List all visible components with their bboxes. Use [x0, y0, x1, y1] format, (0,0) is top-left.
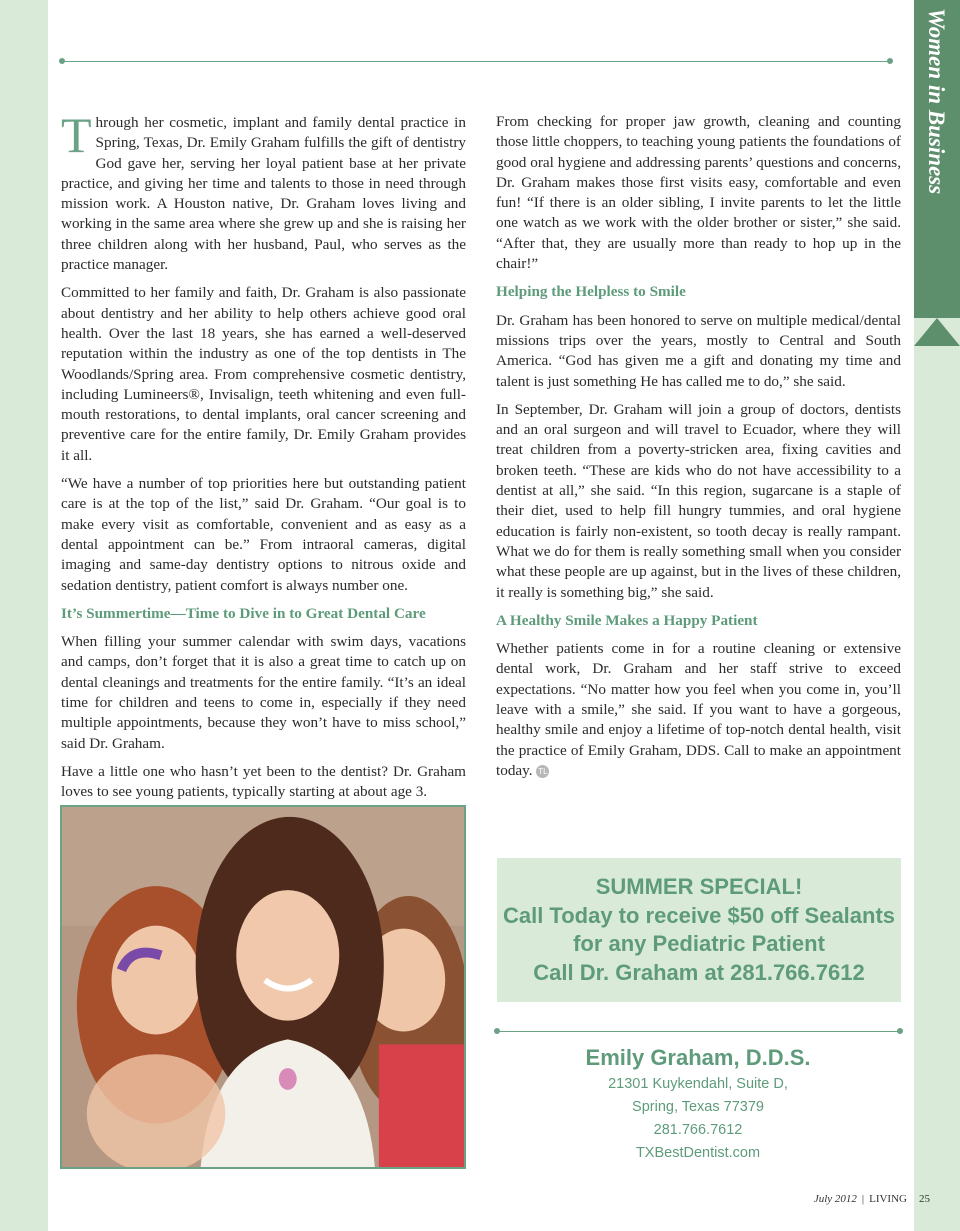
family-photo	[60, 805, 466, 1169]
article-paragraph: “We have a number of top priorities here but outstanding patient care is at the top of the list,” said Dr. Graham. “Our goal is to make every visit as comfortable, convenient and as easy as a dental appointment can be.” From intraoral cameras, digital imaging and same-day dentistry options to nitrous oxide and sedation dentistry, patient comfort is always number one.	[61, 475, 466, 594]
article-paragraph: Dr. Graham has been honored to serve on multiple medical/dental missions trips over the years, mostly to Central and South America. “God has given me a gift and donating my time and talent is just something He has called me to do,” she said.	[496, 311, 901, 390]
special-offer: Call Today to receive $50 off Sealants	[502, 902, 896, 928]
special-phone: Call Dr. Graham at 281.766.7612	[533, 959, 865, 985]
page-footer	[814, 1193, 930, 1205]
paragraph-text: hrough her cosmetic, implant and family dental practice in Spring, Texas, Dr. Emily Graham fulfills the gift of dentistry God gave her, serving her loyal patient base at her private practice, and giving her time and talents to those in need through mission work. A Houston native, Dr. Graham loves living and working in the same area where she grew up and she is raising her three children along with her husband, Paul, who serves as the practice manager.	[61, 114, 466, 274]
footer-magazine-name: LIVING	[869, 1193, 907, 1205]
article-paragraph: In September, Dr. Graham will join a group of doctors, dentists and an oral surgeon and will travel to Ecuador, where they will treat children from a poverty-stricken area, fixing cavities and broken teeth. “These are kids who do not have accessibility to a dentist at all,” she said. “In this region, sugarcane is a staple of their diet, used to help fill hungry tummies, and oral hygiene education is fairly non-existent, so tooth decay is really rampant. What we do for them is really something small when you consider what these people are up against, but in the lives of these children, it really is something big,” she said.	[496, 400, 901, 601]
article-paragraph: When filling your summer calendar with swim days, vacations and camps, don’t forget that it is also a great time to catch up on dental cleanings and treatments for the entire family. “It’s an ideal time for children and teens to come in, especially if they need multiple appointments, because they won’t have to miss school,” said Dr. Graham.	[61, 633, 466, 752]
article-right-column	[496, 112, 901, 789]
end-mark-icon: TL	[538, 766, 548, 776]
section-tab	[914, 0, 960, 318]
page-number: 25	[919, 1193, 930, 1205]
contact-name: Emily Graham, D.D.S.	[585, 1045, 811, 1070]
article-paragraph: From checking for proper jaw growth, cleaning and counting those little choppers, to teaching young patients the foundations of good oral hygiene and addressing parents’ questions and concerns, Dr. Graham makes those first visits easy, comfortable and even fun! “If there is an older sibling, I invite parents to let the little one watch as we work with the older brother or sister,” she said. “After that, they are usually more than ready to hop up in the chair!”	[496, 113, 901, 273]
summer-special-box	[497, 858, 901, 1002]
article-paragraph: Have a little one who hasn’t yet been to the dentist? Dr. Graham loves to see young patients, typically starting at about age 3.	[61, 762, 466, 801]
paragraph-text: Whether patients come in for a routine cleaning or extensive dental work, Dr. Graham and her staff strive to exceed expectations. “No matter how you feel when you come in, you’ll leave with a smile,” she said. If you want to have a gorgeous, healthy smile and enjoy a lifetime of top-notch dental health, visit the practice of Emily Graham, DDS. Call to make an appointment today.	[496, 640, 901, 779]
left-margin-band	[0, 0, 48, 1231]
article-left-column	[61, 107, 466, 811]
section-tab-label: Women in Business	[924, 8, 949, 195]
article-paragraph	[496, 639, 901, 781]
contact-divider	[497, 1031, 900, 1032]
top-divider	[62, 61, 890, 62]
contact-phone[interactable]: 281.766.7612	[653, 1122, 743, 1138]
section-tab-arrow	[914, 318, 960, 346]
contact-block	[495, 1043, 901, 1165]
section-heading: Helping the Helpless to Smile	[496, 283, 686, 301]
article-paragraph	[61, 107, 466, 275]
contact-website-link[interactable]: TXBestDentist.com	[635, 1145, 761, 1161]
contact-address-line1: 21301 Kuykendahl, Suite D,	[608, 1076, 788, 1092]
footer-issue-date: July 2012	[813, 1193, 857, 1205]
article-paragraph: Committed to her family and faith, Dr. Graham is also passionate about dentistry and her ability to help others achieve good oral health. Over the last 18 years, she has earned a well-deserved reputation within the industry as one of the top dentists in The Woodlands/Spring area. From comprehensive cosmetic dentistry, including Lumineers®, Invisalign, teeth whitening and even full-mouth restorations, to dental implants, oral cancer screening and preventive care for the entire family, Dr. Emily Graham provides it all.	[61, 284, 466, 464]
family-photo-illustration	[62, 807, 464, 1167]
section-heading: It’s Summertime—Time to Dive in to Great Dental Care	[61, 604, 426, 622]
drop-cap: T	[61, 107, 92, 163]
special-offer-detail: for any Pediatric Patient	[573, 931, 825, 956]
section-heading: A Healthy Smile Makes a Happy Patient	[496, 611, 758, 629]
contact-address-line2: Spring, Texas 77379	[632, 1099, 764, 1115]
footer-separator: |	[861, 1193, 865, 1205]
special-heading: SUMMER SPECIAL!	[595, 874, 803, 899]
